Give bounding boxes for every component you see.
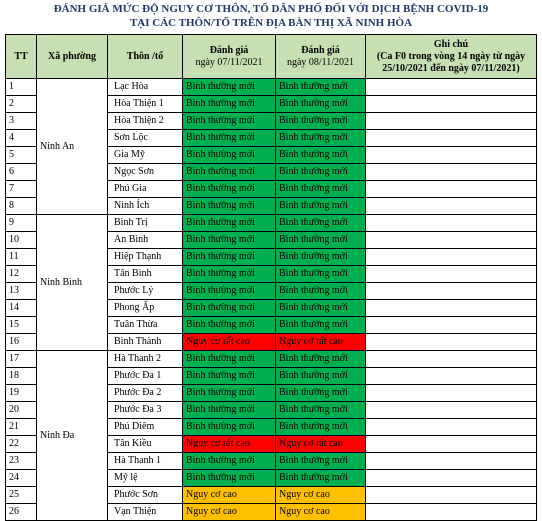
status-0711: Bình thường mới	[183, 79, 276, 96]
header-thon-to: Thôn /tổ	[108, 35, 183, 79]
row-number: 1	[6, 79, 37, 96]
note-cell	[366, 368, 537, 385]
village-name: Bình Trị	[108, 215, 183, 232]
village-name: Lạc Hòa	[108, 79, 183, 96]
village-name: Vạn Thiện	[108, 504, 183, 521]
status-0711: Bình thường mới	[183, 147, 276, 164]
village-name: Phước Đa 1	[108, 368, 183, 385]
village-name: Gia Mỹ	[108, 147, 183, 164]
village-name: Phong Ấp	[108, 300, 183, 317]
row-number: 10	[6, 232, 37, 249]
row-number: 21	[6, 419, 37, 436]
status-0711: Bình thường mới	[183, 351, 276, 368]
status-0811: Bình thường mới	[276, 113, 366, 130]
row-number: 6	[6, 164, 37, 181]
status-0811: Bình thường mới	[276, 198, 366, 215]
status-0811: Bình thường mới	[276, 453, 366, 470]
status-0811: Bình thường mới	[276, 164, 366, 181]
village-name: Hà Thanh 1	[108, 453, 183, 470]
status-0811: Bình thường mới	[276, 130, 366, 147]
row-number: 11	[6, 249, 37, 266]
status-0711: Bình thường mới	[183, 317, 276, 334]
row-number: 23	[6, 453, 37, 470]
village-name: Phước Lý	[108, 283, 183, 300]
status-0711: Nguy cơ cao	[183, 487, 276, 504]
note-cell	[366, 113, 537, 130]
note-cell	[366, 181, 537, 198]
header-tt: TT	[6, 35, 37, 79]
table-row	[6, 215, 537, 232]
status-0811: Bình thường mới	[276, 79, 366, 96]
status-0711: Bình thường mới	[183, 419, 276, 436]
row-number: 3	[6, 113, 37, 130]
row-number: 14	[6, 300, 37, 317]
header-ghi-chu-line2: (Ca F0 trong vòng 14 ngày từ ngày	[376, 50, 526, 62]
header-danh-gia-0711	[183, 35, 276, 79]
status-0811: Bình thường mới	[276, 181, 366, 198]
village-name: An Bình	[108, 232, 183, 249]
row-number: 20	[6, 402, 37, 419]
note-cell	[366, 147, 537, 164]
status-0811: Bình thường mới	[276, 300, 366, 317]
status-0711: Bình thường mới	[183, 215, 276, 232]
status-0711: Bình thường mới	[183, 385, 276, 402]
commune-name: Ninh An	[37, 79, 108, 215]
village-name: Hà Thanh 2	[108, 351, 183, 368]
report-title-line1: ĐÁNH GIÁ MỨC ĐỘ NGUY CƠ THÔN, TỔ DÂN PHỐ ĐỐI VỚI DỊCH BỆNH COVID-19	[53, 3, 489, 15]
note-cell	[366, 283, 537, 300]
row-number: 9	[6, 215, 37, 232]
note-cell	[366, 164, 537, 181]
status-0711: Bình thường mới	[183, 266, 276, 283]
note-cell	[366, 130, 537, 147]
header-danh-gia-0811-line2: ngày 08/11/2021	[286, 56, 355, 68]
status-0711: Bình thường mới	[183, 164, 276, 181]
status-0711: Bình thường mới	[183, 453, 276, 470]
village-name: Tân Bình	[108, 266, 183, 283]
note-cell	[366, 436, 537, 453]
row-number: 7	[6, 181, 37, 198]
village-name: Ngọc Sơn	[108, 164, 183, 181]
village-name: Phước Đa 2	[108, 385, 183, 402]
status-0811: Bình thường mới	[276, 419, 366, 436]
note-cell	[366, 385, 537, 402]
status-0711: Bình thường mới	[183, 249, 276, 266]
village-name: Phú Diêm	[108, 419, 183, 436]
village-name: Phước Đa 3	[108, 402, 183, 419]
status-0711: Bình thường mới	[183, 300, 276, 317]
row-number: 25	[6, 487, 37, 504]
header-ghi-chu-line1: Ghi chú	[433, 38, 469, 50]
village-name: Hiệp Thạnh	[108, 249, 183, 266]
header-danh-gia-0711-line2: ngày 07/11/2021	[195, 56, 263, 68]
note-cell	[366, 300, 537, 317]
village-name: Mỹ lệ	[108, 470, 183, 487]
status-0711: Bình thường mới	[183, 470, 276, 487]
status-0811: Bình thường mới	[276, 368, 366, 385]
village-name: Ninh Ích	[108, 198, 183, 215]
note-cell	[366, 504, 537, 521]
village-name: Phước Sơn	[108, 487, 183, 504]
status-0811: Bình thường mới	[276, 317, 366, 334]
status-0711: Nguy cơ rất cao	[183, 436, 276, 453]
status-0711: Bình thường mới	[183, 283, 276, 300]
status-0811: Bình thường mới	[276, 470, 366, 487]
header-danh-gia-0711-line1: Đánh giá	[209, 44, 249, 56]
row-number: 26	[6, 504, 37, 521]
status-0711: Nguy cơ cao	[183, 504, 276, 521]
note-cell	[366, 215, 537, 232]
village-name: Phú Gia	[108, 181, 183, 198]
status-0711: Bình thường mới	[183, 181, 276, 198]
village-name: Hòa Thiện 2	[108, 113, 183, 130]
note-cell	[366, 334, 537, 351]
header-ghi-chu-line3: 25/10/2021 đến ngày 07/11/2021)	[382, 62, 520, 74]
note-cell	[366, 266, 537, 283]
village-name: Sơn Lộc	[108, 130, 183, 147]
table-row	[6, 79, 537, 96]
risk-assessment-table	[5, 34, 537, 521]
table-body	[6, 79, 537, 521]
note-cell	[366, 402, 537, 419]
header-danh-gia-0811-line1: Đánh giá	[301, 44, 340, 56]
header-ghi-chu	[366, 35, 537, 79]
status-0811: Nguy cơ cao	[276, 487, 366, 504]
note-cell	[366, 470, 537, 487]
row-number: 18	[6, 368, 37, 385]
note-cell	[366, 419, 537, 436]
status-0811: Bình thường mới	[276, 232, 366, 249]
status-0811: Bình thường mới	[276, 385, 366, 402]
row-number: 12	[6, 266, 37, 283]
village-name: Tuân Thừa	[108, 317, 183, 334]
status-0711: Bình thường mới	[183, 402, 276, 419]
row-number: 16	[6, 334, 37, 351]
status-0711: Nguy cơ rất cao	[183, 334, 276, 351]
status-0811: Bình thường mới	[276, 351, 366, 368]
row-number: 24	[6, 470, 37, 487]
status-0811: Bình thường mới	[276, 96, 366, 113]
village-name: Hòa Thiện 1	[108, 96, 183, 113]
status-0811: Nguy cơ rất cao	[276, 436, 366, 453]
note-cell	[366, 232, 537, 249]
note-cell	[366, 351, 537, 368]
status-0711: Bình thường mới	[183, 198, 276, 215]
row-number: 17	[6, 351, 37, 368]
header-xa-phuong: Xã phường	[37, 35, 108, 79]
row-number: 22	[6, 436, 37, 453]
status-0711: Bình thường mới	[183, 368, 276, 385]
status-0811: Nguy cơ rất cao	[276, 334, 366, 351]
row-number: 19	[6, 385, 37, 402]
status-0811: Bình thường mới	[276, 249, 366, 266]
note-cell	[366, 317, 537, 334]
table-header-row	[6, 35, 537, 79]
note-cell	[366, 198, 537, 215]
status-0811: Nguy cơ cao	[276, 504, 366, 521]
status-0711: Bình thường mới	[183, 113, 276, 130]
row-number: 4	[6, 130, 37, 147]
header-danh-gia-0811	[276, 35, 366, 79]
note-cell	[366, 79, 537, 96]
status-0711: Bình thường mới	[183, 130, 276, 147]
status-0811: Bình thường mới	[276, 147, 366, 164]
status-0711: Bình thường mới	[183, 96, 276, 113]
status-0811: Bình thường mới	[276, 215, 366, 232]
commune-name: Ninh Bình	[37, 215, 108, 351]
note-cell	[366, 249, 537, 266]
row-number: 8	[6, 198, 37, 215]
note-cell	[366, 453, 537, 470]
note-cell	[366, 487, 537, 504]
status-0811: Bình thường mới	[276, 266, 366, 283]
row-number: 5	[6, 147, 37, 164]
row-number: 15	[6, 317, 37, 334]
row-number: 2	[6, 96, 37, 113]
commune-name: Ninh Đa	[37, 351, 108, 521]
row-number: 13	[6, 283, 37, 300]
status-0811: Bình thường mới	[276, 402, 366, 419]
report-title-line2: TẠI CÁC THÔN/TỔ TRÊN ĐỊA BÀN THỊ XÃ NINH HÒA	[129, 17, 413, 29]
status-0711: Bình thường mới	[183, 232, 276, 249]
note-cell	[366, 96, 537, 113]
table-row	[6, 351, 537, 368]
village-name: Bình Thành	[108, 334, 183, 351]
village-name: Tân Kiều	[108, 436, 183, 453]
status-0811: Bình thường mới	[276, 283, 366, 300]
